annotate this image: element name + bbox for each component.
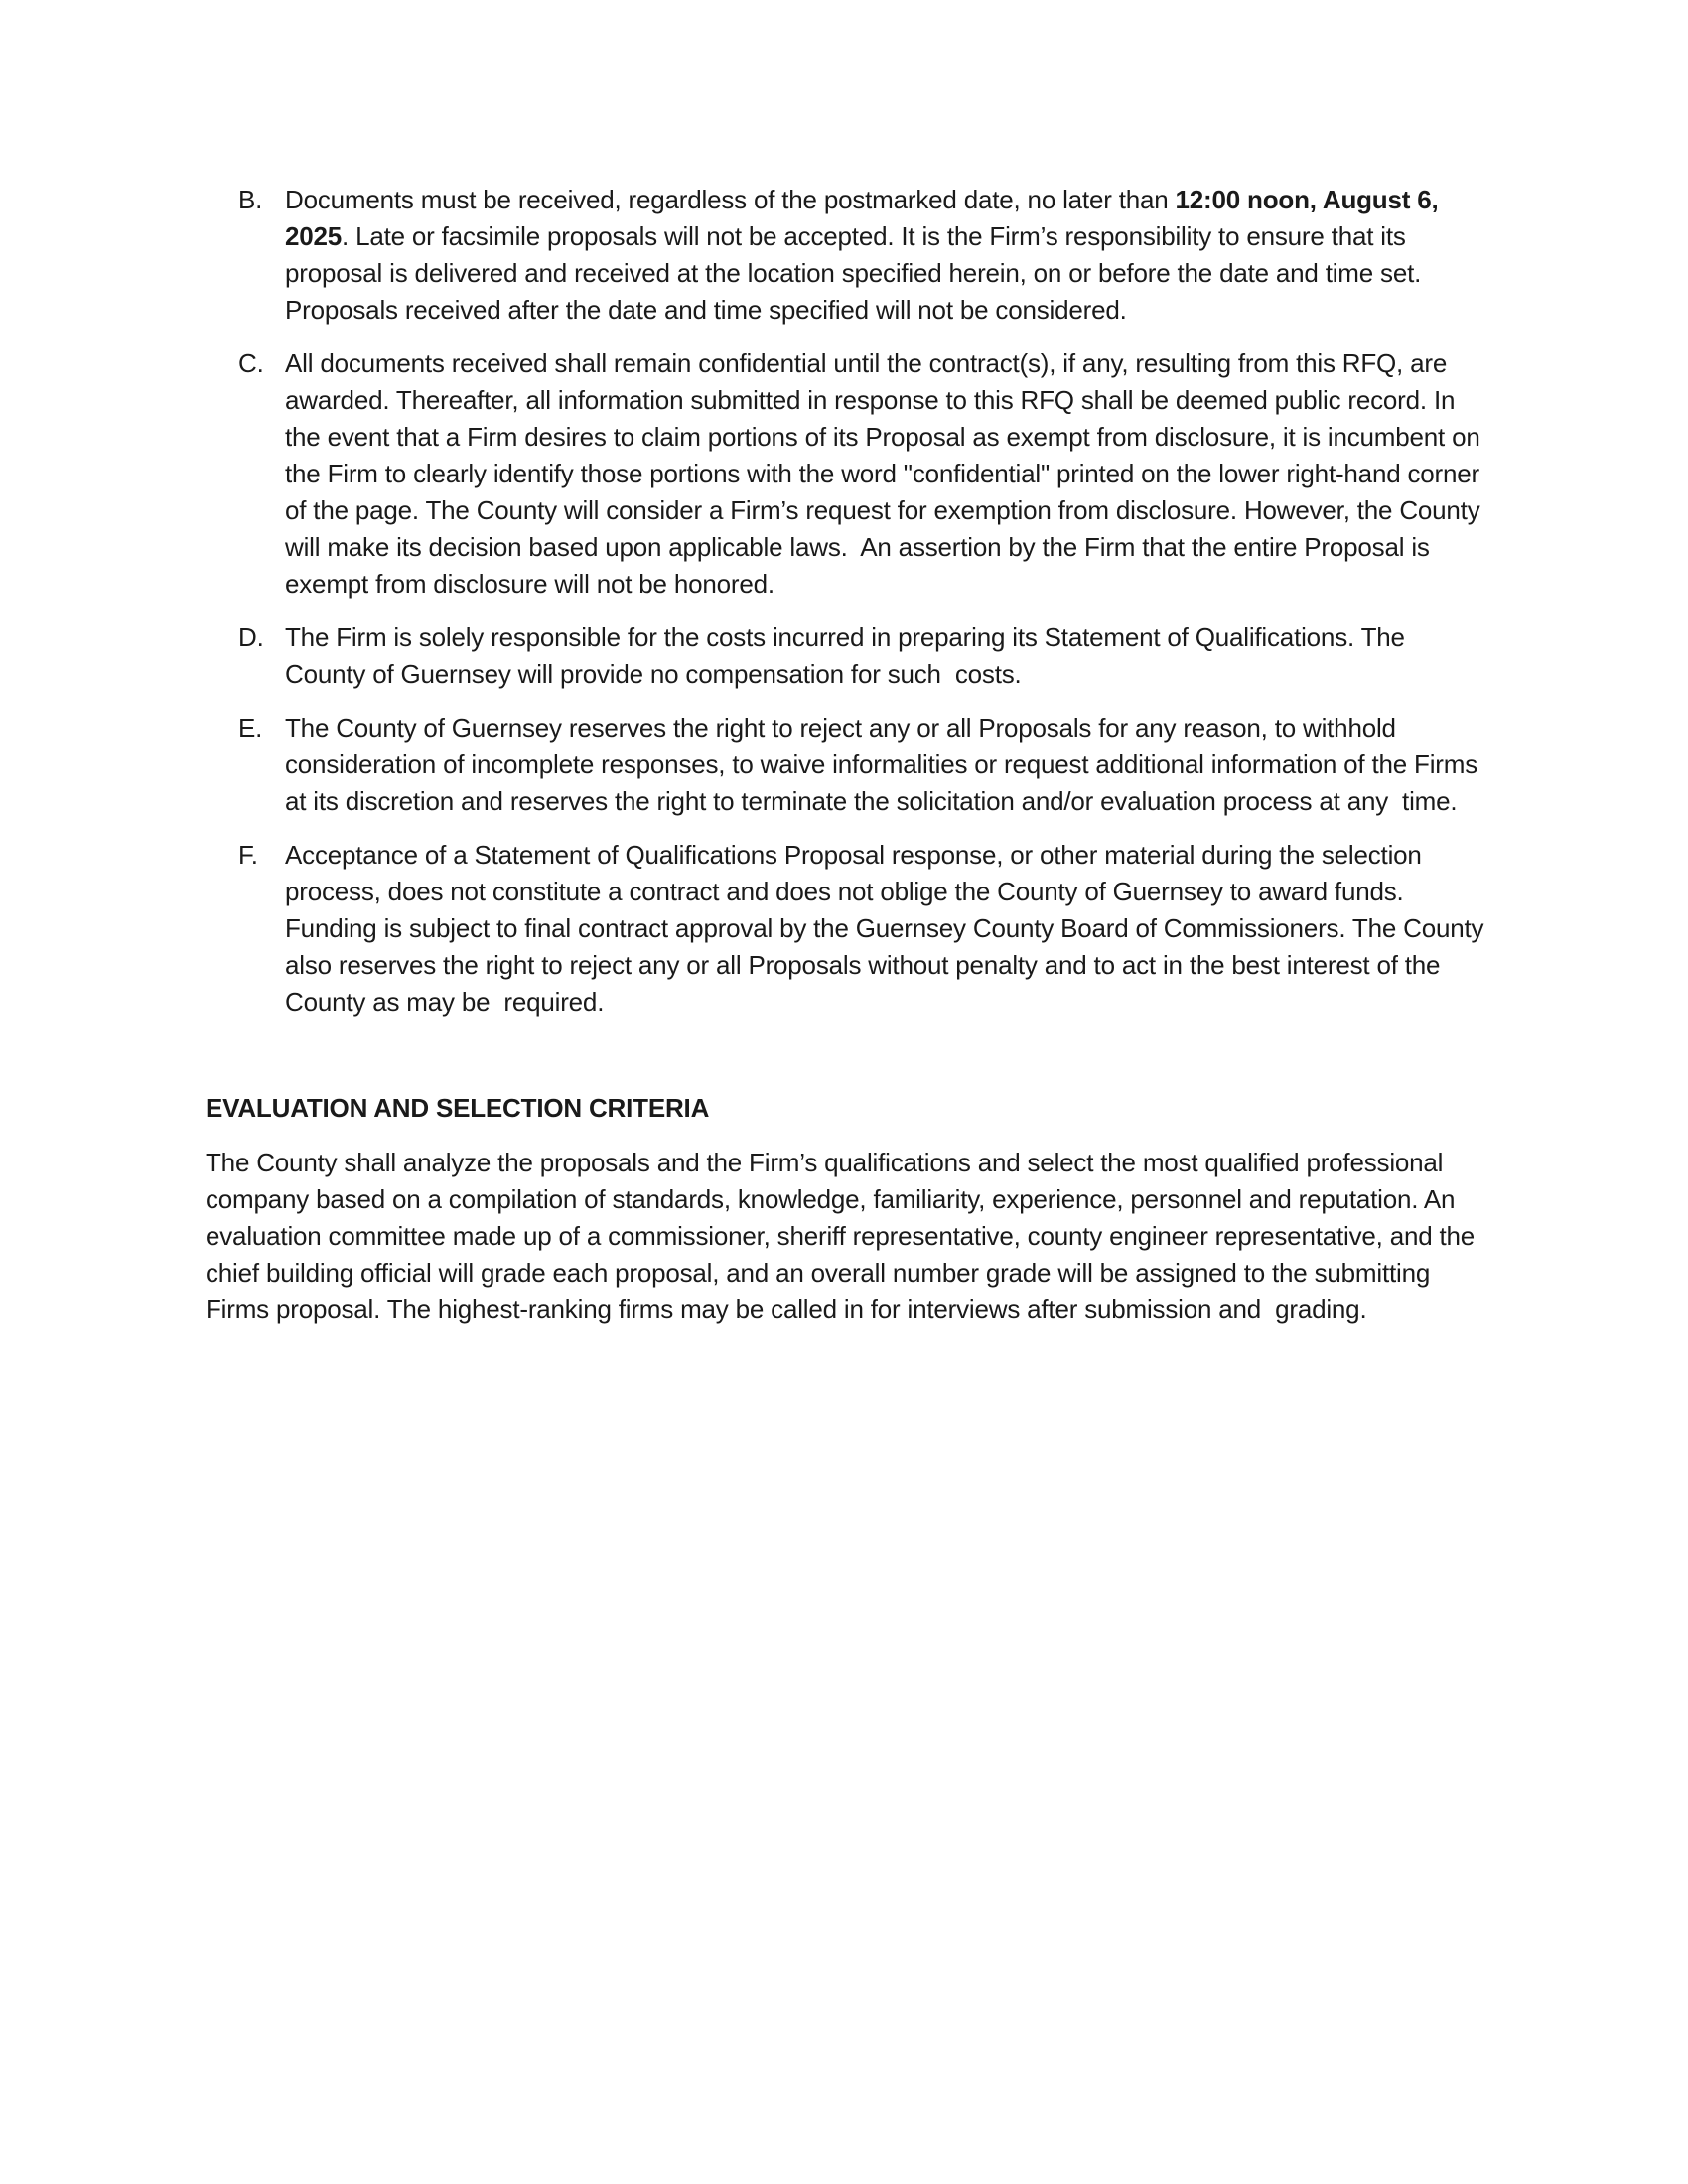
list-item-text-pre: The County of Guernsey reserves the right to reject any or all Proposals for any reason, to withhold consideration of incomplete responses, to waive informalities or request additional information of the Firms at its discretion and reserves the right to terminate the solicitation and/or evaluation process at any time. — [285, 713, 1485, 816]
list-item-letter: E. — [238, 713, 263, 743]
list-item-text — [285, 182, 1489, 329]
evaluation-paragraph: The County shall analyze the proposals and the Firm’s qualifications and select the most qualified professional company based on a compilation of standards, knowledge, familiarity, experience, personnel and reputation. An evaluation committee made up of a commissioner, sheriff representative, county engineer representative, and the chief building official will grade each proposal, and an overall number grade will be assigned to the submitting Firms proposal. The highest-ranking firms may be called in for interviews after submission and grading. — [206, 1148, 1482, 1324]
list-item-letter: F. — [238, 840, 258, 870]
list-item-letter: B. — [238, 185, 263, 214]
list-item-text-pre: The Firm is solely responsible for the costs incurred in preparing its Statement of Qualifications. The County of Guernsey will provide no compensation for such costs. — [285, 622, 1412, 689]
list-item-text-pre: Documents must be received, regardless of the postmarked date, no later than — [285, 185, 1176, 214]
list-item-letter: D. — [238, 622, 264, 652]
list-item — [238, 345, 1489, 603]
list-item-text — [285, 710, 1489, 820]
list-item — [238, 837, 1489, 1021]
list-item-text-bold: 12:00 noon, August 6, 2025 — [285, 185, 1446, 251]
list-item-text-post: . Late or facsimile proposals will not be accepted. It is the Firm’s responsibility to ensure that its proposal is delivered and received at the location specified herein, on or before the date and time set. Proposals received after the date and time specified will not be considered. — [285, 221, 1429, 325]
list-item — [238, 710, 1489, 820]
list-item-text — [285, 345, 1489, 603]
list-item-text — [285, 837, 1489, 1021]
list-item — [238, 619, 1489, 693]
lettered-list — [0, 182, 1688, 1021]
section-heading: EVALUATION AND SELECTION CRITERIA — [206, 1093, 710, 1123]
list-item-letter: C. — [238, 348, 264, 378]
list-item-text-pre: All documents received shall remain confidential until the contract(s), if any, resulting from this RFQ, are awarded. Thereafter, all information submitted in response to this RFQ shall be deemed public record. In the event that a Firm desires to claim portions of its Proposal as exempt from disclosure, it is incumbent on the Firm to clearly identify those portions with the word "confidential" printed on the lower right-hand corner of the page. The County will consider a Firm’s request for exemption from disclosure. However, the County will make its decision based upon applicable laws. An assertion by the Firm that the entire Proposal is exempt from disclosure will not be honored. — [285, 348, 1487, 599]
list-item-text-pre: Acceptance of a Statement of Qualifications Proposal response, or other material during the selection process, does not constitute a contract and does not oblige the County of Guernsey to award funds. Funding is subject to final contract approval by the Guernsey County Board of Commissioners. The County also reserves the right to reject any or all Proposals without penalty and to act in the best interest of the County as may be required. — [285, 840, 1491, 1017]
list-item — [238, 182, 1489, 329]
list-item-text — [285, 619, 1489, 693]
